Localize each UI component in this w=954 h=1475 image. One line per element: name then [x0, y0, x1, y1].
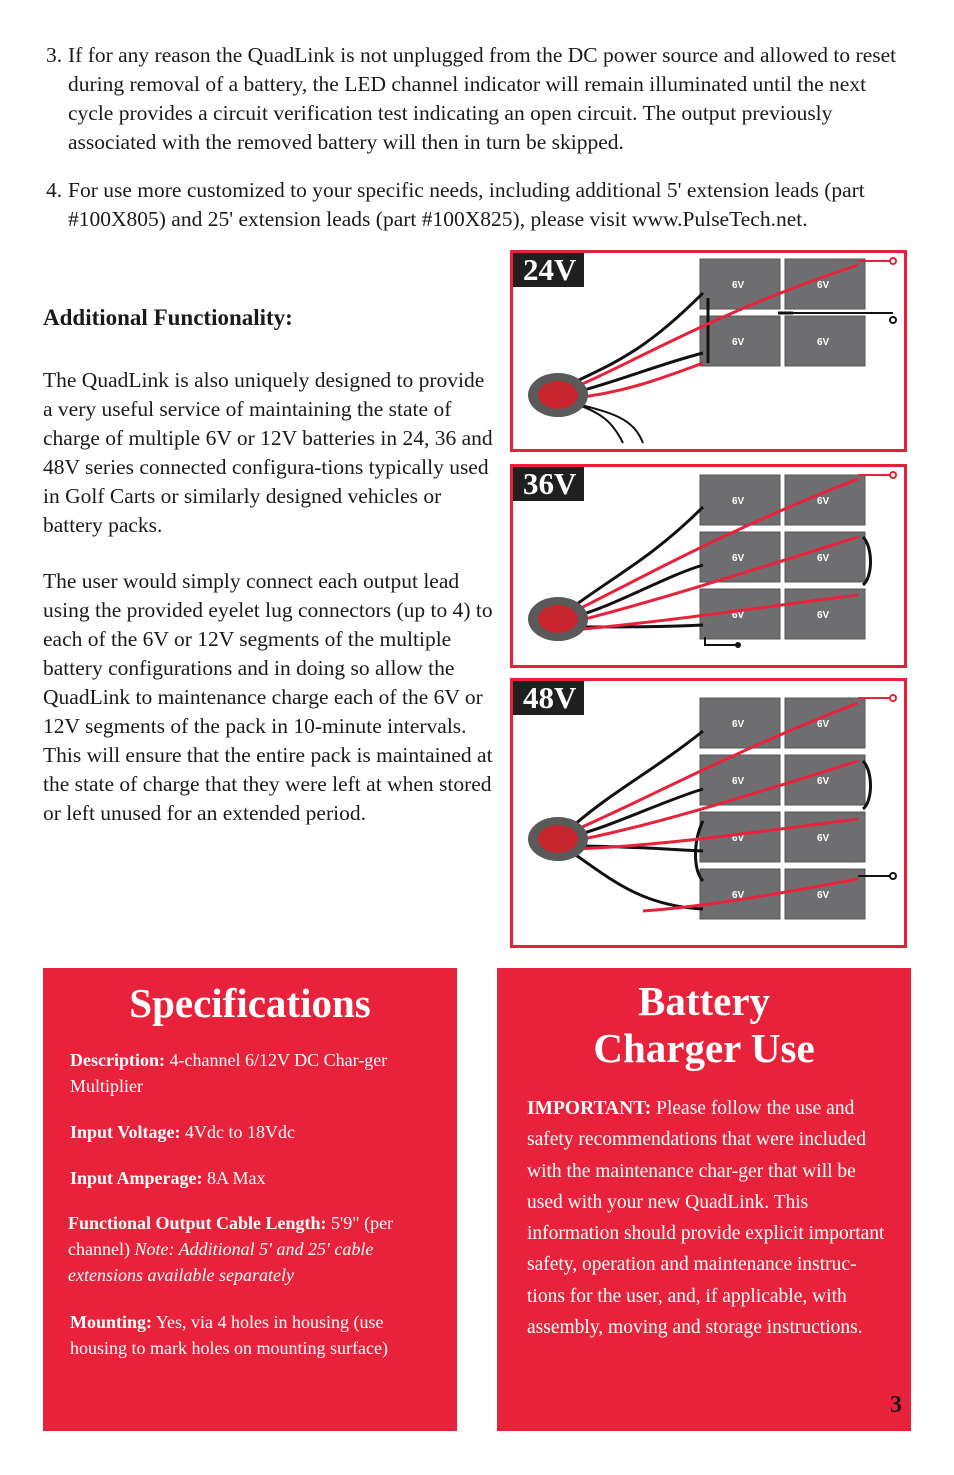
spec-label: Description: — [70, 1050, 165, 1070]
wiring-diagram-48v — [513, 681, 904, 945]
diagram-36v — [510, 464, 907, 668]
battery-label: 6V — [732, 833, 745, 844]
list-item-4 — [46, 176, 916, 234]
quadlink-device-icon — [528, 597, 588, 641]
charger-title-line1: Battery — [637, 978, 771, 1024]
spec-input-voltage — [70, 1119, 295, 1145]
list-item-3 — [46, 41, 916, 157]
battery-label: 6V — [732, 553, 745, 564]
paragraph-2: The user would simply connect each output lead using the provided eyelet lug connectors (up to 4) to each of the 6V or 12V segments of the multiple battery configurations and in doing so allow the QuadLink to maintenance charge each of the 6V or 12V segments of the pack in 10-minute intervals. This will ensure that the entire pack is maintained at the state of charge that they were left at when stored or left unused for an extended period. — [43, 569, 493, 825]
spec-label: Mounting: — [70, 1312, 153, 1332]
battery-icon — [700, 475, 865, 639]
diagram-24v — [510, 250, 907, 452]
battery-label: 6V — [817, 719, 830, 730]
voltage-label: 24V — [513, 253, 584, 287]
battery-label: 6V — [817, 833, 830, 844]
spec-value: 4Vdc to 18Vdc — [185, 1122, 296, 1142]
quadlink-device-icon — [528, 373, 588, 417]
specifications-box — [43, 968, 457, 1431]
spec-sub: (per channel) — [68, 1213, 394, 1259]
positive-terminal-icon — [890, 472, 896, 478]
negative-terminal-icon — [735, 642, 741, 648]
battery-label: 6V — [732, 496, 745, 507]
paragraph-1: The QuadLink is also uniquely designed to provide a very useful service of maintaining the state of charge of multiple 6V or 12V batteries in 24, 36 and 48V series connected configura-tions typically used in Golf Carts or similarly designed vehicles or battery packs. — [43, 368, 493, 537]
spec-value: 8A Max — [207, 1168, 266, 1188]
negative-terminal-icon — [890, 317, 896, 323]
spec-value: 4-channel 6/12V DC Char-ger Multiplier — [70, 1050, 388, 1096]
battery-label: 6V — [817, 280, 830, 291]
battery-label: 6V — [817, 610, 830, 621]
specifications-title: Specifications — [129, 980, 371, 1026]
quadlink-device-icon — [528, 817, 588, 861]
spec-description — [70, 1047, 430, 1099]
spec-mounting — [70, 1309, 435, 1361]
spec-note: Note: Additional 5' and 25' cable extensions available separately — [68, 1239, 374, 1285]
charger-title-line2: Charger Use — [593, 1025, 815, 1071]
spec-input-amperage — [70, 1165, 266, 1191]
battery-label: 6V — [817, 776, 830, 787]
battery-label: 6V — [817, 890, 830, 901]
voltage-label: 36V — [513, 467, 584, 501]
battery-label: 6V — [732, 610, 745, 621]
spec-value: 5'9" — [331, 1213, 360, 1233]
item-text: For use more customized to your specific needs, including additional 5' extension leads (part #100X805) and 25' extension leads (part #100X825), please visit www.PulseTech.net. — [68, 178, 865, 231]
positive-terminal-icon — [890, 695, 896, 701]
diagram-48v — [510, 678, 907, 948]
battery-label: 6V — [732, 719, 745, 730]
spec-label: Functional Output Cable Length: — [68, 1213, 327, 1233]
spec-cable-length — [68, 1210, 438, 1288]
page-number: 3 — [890, 1392, 902, 1418]
important-notice — [527, 1093, 887, 1343]
item-text: If for any reason the QuadLink is not unplugged from the DC power source and allowed to reset during removal of a battery, the LED channel indicator will remain illuminated until the next cycle provides a circuit verification test indicating an open circuit. The output previously associated with the removed battery will then in turn be skipped. — [68, 43, 897, 154]
battery-label: 6V — [817, 496, 830, 507]
battery-label: 6V — [817, 553, 830, 564]
negative-terminal-icon — [890, 873, 896, 879]
spec-label: Input Amperage: — [70, 1168, 203, 1188]
battery-label: 6V — [732, 890, 745, 901]
battery-label: 6V — [732, 337, 745, 348]
important-label: IMPORTANT: — [527, 1098, 652, 1119]
spec-value: Yes, via 4 holes in housing (use housing to mark holes on mounting surface) — [70, 1312, 388, 1358]
voltage-label: 48V — [513, 681, 584, 715]
positive-terminal-icon — [890, 258, 896, 264]
item-number: 3. — [46, 43, 63, 67]
section-heading: Additional Functionality: — [43, 305, 293, 330]
spec-label: Input Voltage: — [70, 1122, 181, 1142]
battery-icon — [700, 698, 865, 919]
battery-label: 6V — [732, 280, 745, 291]
important-text: Please follow the use and safety recommendations that were included with the maintenance char-ger that will be used with your new QuadLink. This information should provide explicit important safety, operation and maintenance instruc-tions for the user, and, if applicable, with assembly, moving and storage instructions. — [527, 1098, 885, 1339]
battery-label: 6V — [817, 337, 830, 348]
item-number: 4. — [46, 178, 63, 202]
battery-label: 6V — [732, 776, 745, 787]
